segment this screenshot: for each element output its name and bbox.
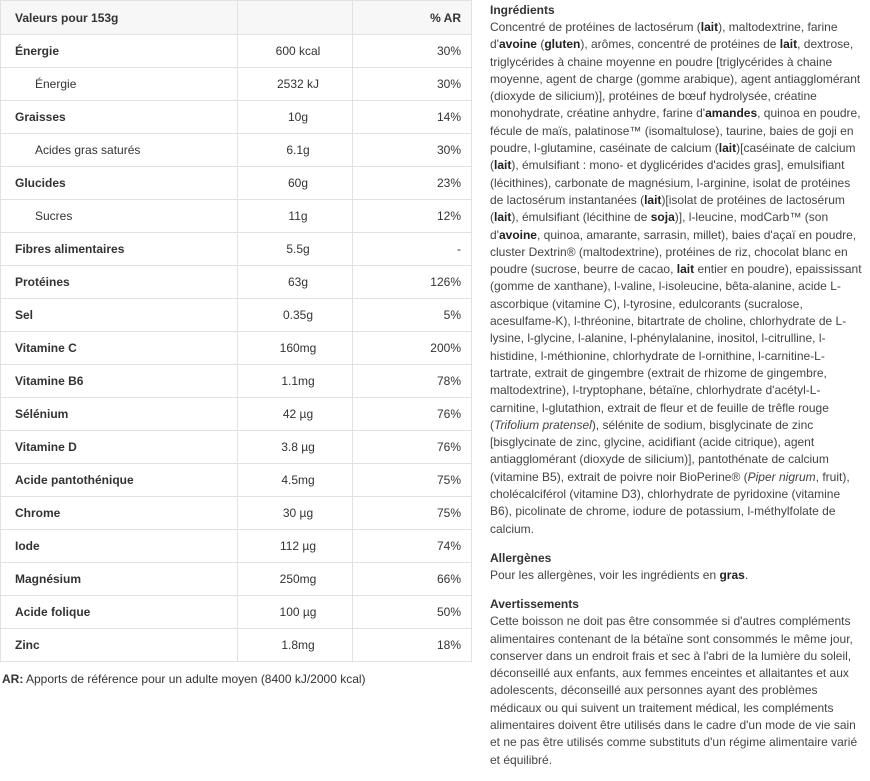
ar-footnote: [0, 672, 468, 686]
nutrient-name-cell: [1, 596, 238, 629]
nutrient-ar: 30%: [436, 77, 461, 91]
table-header-row: [1, 1, 472, 35]
table-row: [1, 464, 472, 497]
nutrient-value: 600 kcal: [275, 44, 321, 58]
nutrient-ar: 78%: [436, 374, 461, 388]
nutrient-value: 10g: [287, 110, 309, 124]
nutrient-ar: 75%: [436, 473, 461, 487]
ingredient-segment: )[isolat de protéines de lactosérum (: [490, 192, 845, 225]
nutrient-ar: -: [457, 242, 461, 256]
nutrient-value: 30 µg: [282, 506, 314, 520]
nutrient-value: 1.1mg: [281, 374, 315, 388]
table-row: [1, 365, 472, 398]
nutrient-name: Vitamine D: [15, 440, 77, 454]
ingredient-segment: ), arômes, concentré de protéines de: [580, 37, 780, 52]
nutrient-value-cell: [238, 233, 353, 266]
table-row: [1, 431, 472, 464]
table-row: [1, 233, 472, 266]
nutrient-value-cell: [238, 530, 353, 563]
nutrient-ar: 14%: [436, 110, 461, 124]
nutrient-ar-cell: [353, 35, 472, 68]
nutrient-ar: 30%: [436, 143, 461, 157]
nutrient-ar: 12%: [436, 209, 461, 223]
nutrient-ar-cell: [353, 266, 472, 299]
nutrient-ar: 18%: [436, 638, 461, 652]
nutrient-value-cell: [238, 497, 353, 530]
allergen-highlight: lait: [494, 158, 512, 173]
ingredient-segment: ), émulsifiant : mono- et dyglicérides d'acides gras], emulsifiant (lécithines), carbonate de magnésium, l-arginine, isolat de protéines de lactosérum instantanées (: [490, 158, 851, 207]
nutrient-ar: 200%: [430, 341, 461, 355]
nutrient-value: 3.8 µg: [281, 440, 315, 454]
nutrient-value-cell: [238, 398, 353, 431]
nutrient-name-cell: [1, 200, 238, 233]
product-info-panel: [490, 2, 862, 781]
nutrient-ar-cell: [353, 629, 472, 662]
table-row: [1, 35, 472, 68]
nutrient-ar-cell: [353, 431, 472, 464]
nutrient-value-cell: [238, 629, 353, 662]
nutrient-value-cell: [238, 101, 353, 134]
nutrient-ar: 30%: [436, 44, 461, 58]
ingredients-title: Ingrédients: [490, 3, 555, 17]
nutrient-value: 6.1g: [286, 143, 310, 157]
nutrient-ar-cell: [353, 596, 472, 629]
nutrient-name-cell: [1, 365, 238, 398]
nutrient-value: 5.5g: [286, 242, 310, 256]
nutrient-value-cell: [238, 563, 353, 596]
nutrient-name: Fibres alimentaires: [15, 242, 125, 256]
allergen-highlight: lait: [718, 141, 737, 156]
table-row: [1, 596, 472, 629]
allergen-highlight: avoine: [498, 37, 537, 52]
nutrient-name-cell: [1, 233, 238, 266]
ingredient-segment: Concentré de protéines de lactosérum (: [490, 20, 701, 34]
nutrient-name: Sucres: [35, 209, 73, 223]
nutrient-value: 4.5mg: [281, 473, 315, 487]
nutrition-table-body: [1, 35, 472, 662]
allergens-text-before: Pour les allergènes, voir les ingrédients en: [490, 567, 720, 582]
nutrient-name: Sélénium: [15, 407, 69, 421]
nutrient-ar-cell: [353, 68, 472, 101]
allergen-highlight: lait: [676, 262, 695, 277]
nutrient-name-cell: [1, 398, 238, 431]
table-row: [1, 497, 472, 530]
allergen-highlight: lait: [779, 37, 798, 52]
nutrient-ar-cell: [353, 101, 472, 134]
nutrient-name: Vitamine B6: [15, 374, 84, 388]
warnings-title: Avertissements: [490, 597, 579, 612]
nutrition-table: [0, 0, 472, 662]
ingredients-text: [490, 19, 862, 538]
nutrient-value: 250mg: [279, 572, 317, 586]
table-row: [1, 200, 472, 233]
nutrient-value-cell: [238, 431, 353, 464]
nutrient-value: 1.8mg: [281, 638, 315, 652]
allergen-highlight: gluten: [544, 37, 581, 52]
table-row: [1, 629, 472, 662]
nutrient-name: Magnésium: [15, 572, 82, 586]
nutrient-ar-cell: [353, 167, 472, 200]
nutrient-ar-cell: [353, 497, 472, 530]
nutrient-ar: 23%: [436, 176, 461, 190]
table-row: [1, 299, 472, 332]
latin-name: Piper nigrum: [747, 469, 816, 484]
nutrient-name-cell: [1, 530, 238, 563]
nutrient-name: Vitamine C: [15, 341, 77, 355]
table-row: [1, 266, 472, 299]
nutrient-name: Graisses: [15, 110, 66, 124]
nutrient-ar-cell: [353, 200, 472, 233]
nutrient-value-cell: [238, 365, 353, 398]
nutrient-name-cell: [1, 167, 238, 200]
nutrient-name: Acide folique: [15, 605, 91, 619]
nutrient-name-cell: [1, 68, 238, 101]
ingredient-segment: )], l-leucine, modCarb™ (son d': [490, 210, 829, 242]
nutrient-name-cell: [1, 497, 238, 530]
nutrient-name: Acides gras saturés: [35, 143, 141, 157]
nutrient-name-cell: [1, 464, 238, 497]
nutrient-name: Acide pantothénique: [15, 473, 134, 487]
nutrient-ar-cell: [353, 530, 472, 563]
ingredient-segment: entier en poudre), epaississant (gomme de xanthane), l-valine, l-isoleucine, bêta-alanine, acide L-ascorbique (vitamine C), l-tyrosine, edulcorants (sucralose, acesulfame-K), l-thréonine, bitartrate de choline, chlorhydrate de L-lysine, l-glycine, l-alanine, l-phénylalanine, inositol, l-citrulline, l-histidine, l-méthionine, chlorhydrate de l-ornithine, l-carnitine-L-tartrate, extrait de gingembre (extrait de rhizome de gingembre, maltodextrine), l-tryptophane, bétaïne, chlorhydrate d'acétyl-L-carnitine, l-glutathion, extrait de fleur et de feuille de trêfle rouge (: [490, 262, 862, 432]
allergen-highlight: soja: [650, 210, 675, 225]
nutrient-name-cell: [1, 35, 238, 68]
nutrient-ar-cell: [353, 299, 472, 332]
allergens-title: Allergènes: [490, 550, 552, 565]
nutrient-name-cell: [1, 101, 238, 134]
nutrient-value: 160mg: [279, 341, 317, 355]
warnings-text: Cette boisson ne doit pas être consommée si d'autres compléments alimentaires contenant de la bétaïne sont consommés le même jour, conserver dans un endroit frais et sec à l'abri de la lumière du soleil, déconseillé aux enfants, aux femmes enceintes et allaitantes et aux adolescents, déconseillé aux personnes ayant des problèmes médicaux ou qui suivent un traitement médical, les compléments alimentaires doivent être utilisés dans le cadre d'un mode de vie sain et ne pas être utilisés comme substituts d'un régime alimentaire varié et équilibré.: [490, 614, 858, 767]
nutrient-name-cell: [1, 299, 238, 332]
nutrition-panel: [0, 0, 468, 686]
nutrient-value-cell: [238, 266, 353, 299]
nutrient-ar: 5%: [443, 308, 461, 322]
ingredient-segment: , dextrose, triglycérides à chaine moyenne en poudre [triglycérides à chaine moyenne, agent de charge (gomme arabique), agent antiagglomérant (dioxyde de silicium)], protéines de bœuf hydrolysée, créatine monohydrate, créatine anhydre, farine d': [490, 37, 861, 121]
nutrient-ar: 126%: [430, 275, 461, 289]
nutrient-value-cell: [238, 35, 353, 68]
nutrient-value-cell: [238, 200, 353, 233]
nutrient-name: Zinc: [15, 638, 40, 652]
nutrient-ar-cell: [353, 563, 472, 596]
table-row: [1, 332, 472, 365]
nutrient-ar-cell: [353, 398, 472, 431]
nutrient-name: Glucides: [15, 176, 66, 190]
allergens-text-bold: gras: [719, 567, 745, 582]
nutrient-value-cell: [238, 464, 353, 497]
nutrient-name: Protéines: [15, 275, 70, 289]
nutrient-name: Chrome: [15, 506, 61, 520]
nutrient-ar: 76%: [436, 407, 461, 421]
nutrient-value: 11g: [288, 209, 308, 223]
table-row: [1, 101, 472, 134]
nutrient-name-cell: [1, 431, 238, 464]
ingredient-segment: , quinoa, amarante, sarrasin, millet), baies d'açaï en poudre, cluster Dextrin® (maltodextrine), protéines de riz, chocolat blanc en poudre (sucrose, beurre de cacao,: [490, 227, 857, 277]
nutrient-name-cell: [1, 563, 238, 596]
allergen-highlight: lait: [700, 20, 719, 34]
table-row: [1, 563, 472, 596]
nutrient-ar: 66%: [436, 572, 461, 586]
nutrient-value-cell: [238, 596, 353, 629]
ingredient-segment: ), sélénite de sodium, bisglycinate de zinc [bisglycinate de zinc, glycine, acidifiant (acide citrique), agent antiagglomérant (dioxyde de silicium)], pantothénate de calcium (vitamine B5), extrait de poivre noir BioPerine® (: [490, 417, 829, 484]
allergens-text: [490, 567, 862, 584]
nutrient-ar-cell: [353, 464, 472, 497]
nutrient-value-cell: [238, 332, 353, 365]
nutrient-value: 42 µg: [282, 407, 314, 421]
nutrient-ar-cell: [353, 365, 472, 398]
header-ar: % AR: [353, 1, 472, 35]
nutrient-name: Énergie: [15, 44, 60, 58]
header-value: [238, 1, 353, 35]
latin-name: Trifolium pratensel: [494, 417, 592, 432]
ingredient-segment: )[caséinate de calcium (: [490, 141, 856, 173]
nutrient-name: Sel: [15, 308, 34, 322]
nutrient-ar-cell: [353, 332, 472, 365]
nutrient-value: 112 µg: [279, 539, 317, 553]
table-row: [1, 134, 472, 167]
footnote-text: Apports de référence pour un adulte moyen (8400 kJ/2000 kcal): [23, 672, 366, 686]
nutrient-value: 63g: [287, 275, 309, 289]
allergen-highlight: amandes: [705, 106, 758, 121]
allergens-text-after: .: [744, 567, 749, 582]
table-row: [1, 530, 472, 563]
footnote-label: AR:: [2, 672, 24, 686]
table-row: [1, 398, 472, 431]
nutrient-value-cell: [238, 68, 353, 101]
nutrient-name: Iode: [15, 539, 40, 553]
table-row: [1, 68, 472, 101]
nutrient-name-cell: [1, 629, 238, 662]
nutrient-name-cell: [1, 266, 238, 299]
nutrient-value-cell: [238, 299, 353, 332]
nutrient-value-cell: [238, 167, 353, 200]
nutrient-name-cell: [1, 332, 238, 365]
nutrient-ar: 76%: [436, 440, 461, 454]
ingredient-segment: , quinoa en poudre, fécule de maïs, palatinose™ (isomaltulose), taurine, baies de goji en poudre, l-glutamine, caséinate de calcium (: [490, 106, 861, 156]
ingredient-segment: ), maltodextrine, farine d': [490, 20, 838, 52]
allergen-highlight: lait: [494, 210, 512, 225]
allergen-highlight: lait: [644, 192, 662, 207]
nutrient-value: 60g: [287, 176, 309, 190]
nutrient-ar: 50%: [436, 605, 461, 619]
ingredient-segment: (: [536, 37, 545, 52]
nutrient-ar-cell: [353, 134, 472, 167]
nutrient-ar: 75%: [436, 506, 461, 520]
nutrient-name-cell: [1, 134, 238, 167]
nutrient-ar-cell: [353, 233, 472, 266]
nutrient-name: Énergie: [35, 77, 77, 91]
table-row: [1, 167, 472, 200]
nutrient-ar: 74%: [436, 539, 461, 553]
nutrient-value: 100 µg: [279, 605, 317, 619]
ingredient-segment: , fruit), cholécalciférol (vitamine D3), chlorhydrate de pyridoxine (vitamine B6), picolinate de chrome, iodure de potassium, l-méthylfolate de calcium.: [490, 469, 850, 536]
ingredient-segment: ), émulsifiant (lécithine de: [511, 210, 651, 225]
nutrient-value: 0.35g: [282, 308, 314, 322]
allergen-highlight: avoine: [498, 227, 537, 242]
header-name: Valeurs pour 153g: [1, 1, 238, 35]
nutrient-value: 2532 kJ: [276, 77, 320, 91]
nutrient-value-cell: [238, 134, 353, 167]
